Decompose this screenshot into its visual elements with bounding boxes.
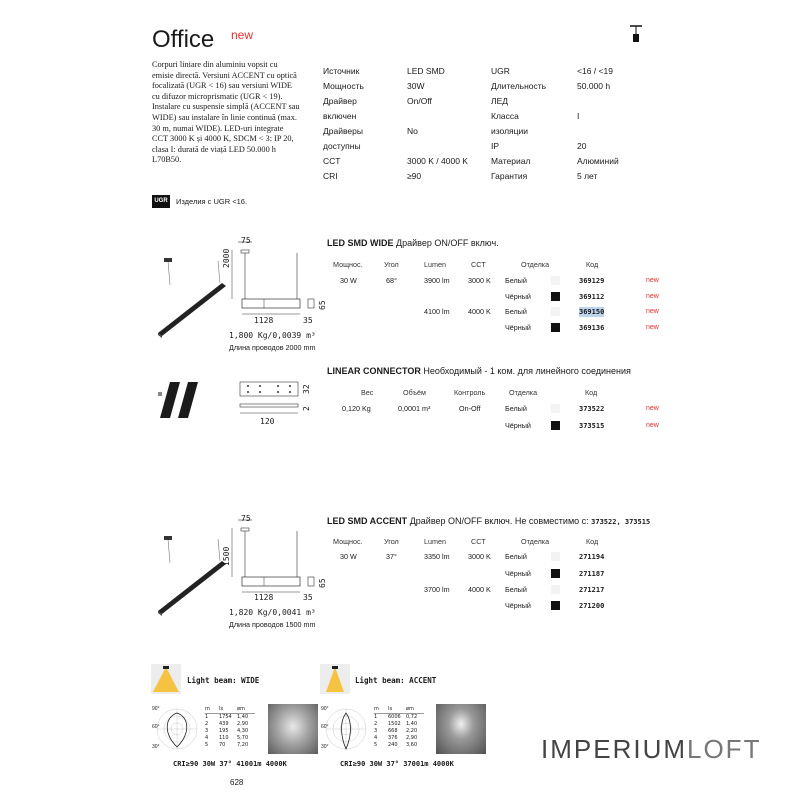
finish-swatch-white <box>551 404 560 413</box>
col-header: Код <box>586 537 599 546</box>
spec-label: Мощность <box>323 81 364 91</box>
page-title: Office <box>152 26 215 53</box>
spec-label: Драйверы <box>323 126 363 136</box>
page-number: 628 <box>230 778 244 787</box>
spec-label: CRI <box>323 171 338 181</box>
spec-label: Длительность <box>491 81 547 91</box>
wide-dim-height: 2000 <box>222 248 231 268</box>
polar-angle: 60° <box>321 724 329 730</box>
accent-cct: 4000 K <box>468 585 491 594</box>
product-code[interactable]: 271200 <box>579 602 605 610</box>
spec-value: 3000 K / 4000 K <box>407 156 468 166</box>
spec-value: 20 <box>577 141 587 151</box>
wide-cct: 3000 K <box>468 276 491 285</box>
col-header: Отделка <box>521 260 550 269</box>
spec-value: 5 лет <box>577 171 598 181</box>
col-header: Контроль <box>454 388 486 397</box>
col-header: Код <box>586 260 599 269</box>
new-tag: new <box>646 308 659 315</box>
product-code[interactable]: 271194 <box>579 553 605 561</box>
finish-swatch-white <box>551 307 560 316</box>
spec-value: Алюминий <box>577 156 619 166</box>
finish-label: Чёрный <box>505 569 531 578</box>
spec-value: ≥90 <box>407 171 422 181</box>
spec-label: Гарантия <box>491 171 528 181</box>
accent-product-table <box>0 535 800 615</box>
wide-beam-label: Light beam: WIDE <box>187 676 260 685</box>
finish-swatch-black <box>551 601 560 610</box>
accent-photometry-caption: CRI≥90 30W 37° 37001m 4000K <box>340 760 454 768</box>
accent-beam-icon <box>320 664 350 694</box>
finish-swatch-black <box>551 421 560 430</box>
col-header: Объём <box>403 388 426 397</box>
spec-label: включен <box>323 111 357 121</box>
accent-illuminance-table: m lx øm 1 6006 0,72 2 1502 1,40 3 668 2,20 4 376 2,90 5 240 3,60 <box>374 706 424 749</box>
finish-label: Чёрный <box>505 323 531 332</box>
finish-swatch-black <box>551 569 560 578</box>
product-code[interactable]: 271187 <box>579 570 605 578</box>
spec-value: <16 / <19 <box>577 66 613 76</box>
brand-part: IMPERIUM <box>541 734 687 764</box>
wide-dim-side: 65 <box>318 300 327 310</box>
accent-power: 30 W <box>340 552 357 561</box>
finish-label: Чёрный <box>505 421 531 430</box>
product-code[interactable]: 369129 <box>579 277 605 285</box>
accent-title-rest: Драйвер ON/OFF включ. Не совместимо с: <box>409 516 592 526</box>
accent-lumen: 3700 lm <box>424 585 450 594</box>
spec-label: IP <box>491 141 500 151</box>
wide-cable-length: Длина проводов 2000 mm <box>229 343 316 352</box>
accent-dim-height: 1500 <box>222 546 231 566</box>
spec-label: ЛЕД <box>491 96 509 106</box>
col-header: Lumen <box>424 260 446 269</box>
wide-illuminance-table: m lx øm 1 1754 1,40 2 439 2,90 3 195 4,30 4 110 5,70 5 70 7,20 <box>205 706 255 749</box>
accent-cct: 3000 K <box>468 552 491 561</box>
intro-text: Corpuri liniare din aluminiu vopsit cu emisie directă. Versiuni ACCENT cu optică focalizată (UGR < 16) sau versiuni WIDE cu difuzor microprismatic (UGR < 19). Instalare cu suspensie simplă (ACCENT sau WIDE) sau instalare în linie continuă (max. 30 m, numai WIDE). LED-uri integrate CCT 3000 K și 4000 K, SDCM < 3: IP 20, clasa I: durată de viață LED 50.000 h L70B50. <box>152 60 300 165</box>
wide-power: 30 W <box>340 276 357 285</box>
ceiling-suspension-icon <box>628 24 644 44</box>
new-tag: new <box>646 277 659 284</box>
col-header: Угол <box>384 537 399 546</box>
connector-dim-height: 32 <box>302 384 311 394</box>
connector-weight: 0,120 Kg <box>342 404 371 413</box>
col-header: Мощнос. <box>333 260 363 269</box>
new-tag: new <box>646 422 659 429</box>
spec-value: On/Off <box>407 96 432 106</box>
product-code[interactable]: 271217 <box>579 586 605 594</box>
polar-angle: 30° <box>152 744 160 750</box>
accent-lumen: 3350 lm <box>424 552 450 561</box>
brand-logo <box>541 734 761 765</box>
accent-light-render <box>436 704 486 754</box>
spec-value: I <box>577 111 580 121</box>
accent-cable-length: Длина проводов 1500 mm <box>229 620 316 629</box>
col-header: Отделка <box>521 537 550 546</box>
new-tag: new <box>646 405 659 412</box>
col-header: Угол <box>384 260 399 269</box>
new-tag: new <box>646 324 659 331</box>
wide-weight: 1,800 Kg/0,0039 m³ <box>229 331 316 340</box>
finish-swatch-white <box>551 552 560 561</box>
col-header: Мощнос. <box>333 537 363 546</box>
wide-lumen: 4100 lm <box>424 307 450 316</box>
accent-angle: 37° <box>386 552 397 561</box>
spec-label: Материал <box>491 156 531 166</box>
spec-label: Источник <box>323 66 360 76</box>
wide-cct: 4000 K <box>468 307 491 316</box>
finish-swatch-white <box>551 585 560 594</box>
wide-dim-end: 35 <box>303 316 313 325</box>
new-tag: new <box>231 28 254 42</box>
finish-label: Белый <box>505 585 527 594</box>
specs-right <box>491 64 651 184</box>
wide-light-render <box>268 704 318 754</box>
spec-label: CCT <box>323 156 341 166</box>
product-code[interactable]: 369136 <box>579 324 605 332</box>
finish-label: Белый <box>505 276 527 285</box>
product-code-selected[interactable]: 369150 <box>579 308 605 316</box>
col-header: CCT <box>471 260 486 269</box>
finish-swatch-black <box>551 292 560 301</box>
wide-dim-length: 1128 <box>254 316 274 325</box>
connector-dim-width: 120 <box>260 417 275 426</box>
wide-section-title <box>327 238 499 248</box>
spec-label: Драйвер <box>323 96 357 106</box>
col-header: Вес <box>361 388 374 397</box>
spec-value: LED SMD <box>407 66 445 76</box>
accent-dim-length: 1128 <box>254 593 274 602</box>
spec-label: изоляции <box>491 126 529 136</box>
col-header: Код <box>585 388 598 397</box>
product-code[interactable]: 373522 <box>579 405 605 413</box>
connector-dim-thickness: 2 <box>302 406 311 411</box>
finish-label: Чёрный <box>505 601 531 610</box>
accent-dim-top: 75 <box>241 514 251 523</box>
connector-title-bold: LINEAR CONNECTOR <box>327 366 421 376</box>
wide-beam-icon <box>151 664 181 694</box>
wide-angle: 68° <box>386 276 397 285</box>
product-code[interactable]: 373515 <box>579 422 605 430</box>
spec-label: доступны <box>323 141 361 151</box>
spec-label: UGR <box>491 66 510 76</box>
spec-label: Класса <box>491 111 519 121</box>
connector-title-rest: Необходимый - 1 ком. для линейного соединения <box>423 366 631 376</box>
wide-title-rest: Драйвер ON/OFF включ. <box>396 238 499 248</box>
polar-angle: 60° <box>152 724 160 730</box>
wide-dim-top: 75 <box>241 236 251 245</box>
product-code[interactable]: 369112 <box>579 293 605 301</box>
accent-dim-side: 65 <box>318 578 327 588</box>
accent-weight: 1,820 Kg/0,0041 m³ <box>229 608 316 617</box>
finish-label: Белый <box>505 552 527 561</box>
finish-swatch-black <box>551 323 560 332</box>
col-header: Lumen <box>424 537 446 546</box>
ugr-badge: UGR <box>152 195 170 208</box>
connector-product-table <box>0 386 800 436</box>
wide-photometry-caption: CRI≥90 30W 37° 41001m 4000K <box>173 760 287 768</box>
brand-part: LOFT <box>687 734 762 764</box>
finish-swatch-white <box>551 276 560 285</box>
wide-product-table <box>0 258 800 338</box>
accent-beam-label: Light beam: ACCENT <box>355 676 437 685</box>
polar-angle: 90° <box>152 706 160 712</box>
incompatible-codes: 373522, 373515 <box>591 518 651 526</box>
finish-label: Белый <box>505 307 527 316</box>
spec-value: 30W <box>407 81 425 91</box>
connector-section-title <box>327 366 631 376</box>
accent-title-bold: LED SMD ACCENT <box>327 516 408 526</box>
specs-left <box>323 64 483 184</box>
ugr-note: Изделия с UGR <16. <box>176 197 248 206</box>
wide-lumen: 3900 lm <box>424 276 450 285</box>
accent-dim-end: 35 <box>303 593 313 602</box>
connector-volume: 0,0001 m³ <box>398 404 431 413</box>
spec-value: 50.000 h <box>577 81 611 91</box>
polar-angle: 90° <box>321 706 329 712</box>
col-header: CCT <box>471 537 486 546</box>
wide-title-bold: LED SMD WIDE <box>327 238 394 248</box>
new-tag: new <box>646 293 659 300</box>
accent-section-title <box>327 516 650 526</box>
finish-label: Белый <box>505 404 527 413</box>
polar-angle: 30° <box>321 744 329 750</box>
spec-value: No <box>407 126 418 136</box>
connector-control: On-Off <box>459 404 481 413</box>
col-header: Отделка <box>509 388 538 397</box>
finish-label: Чёрный <box>505 292 531 301</box>
